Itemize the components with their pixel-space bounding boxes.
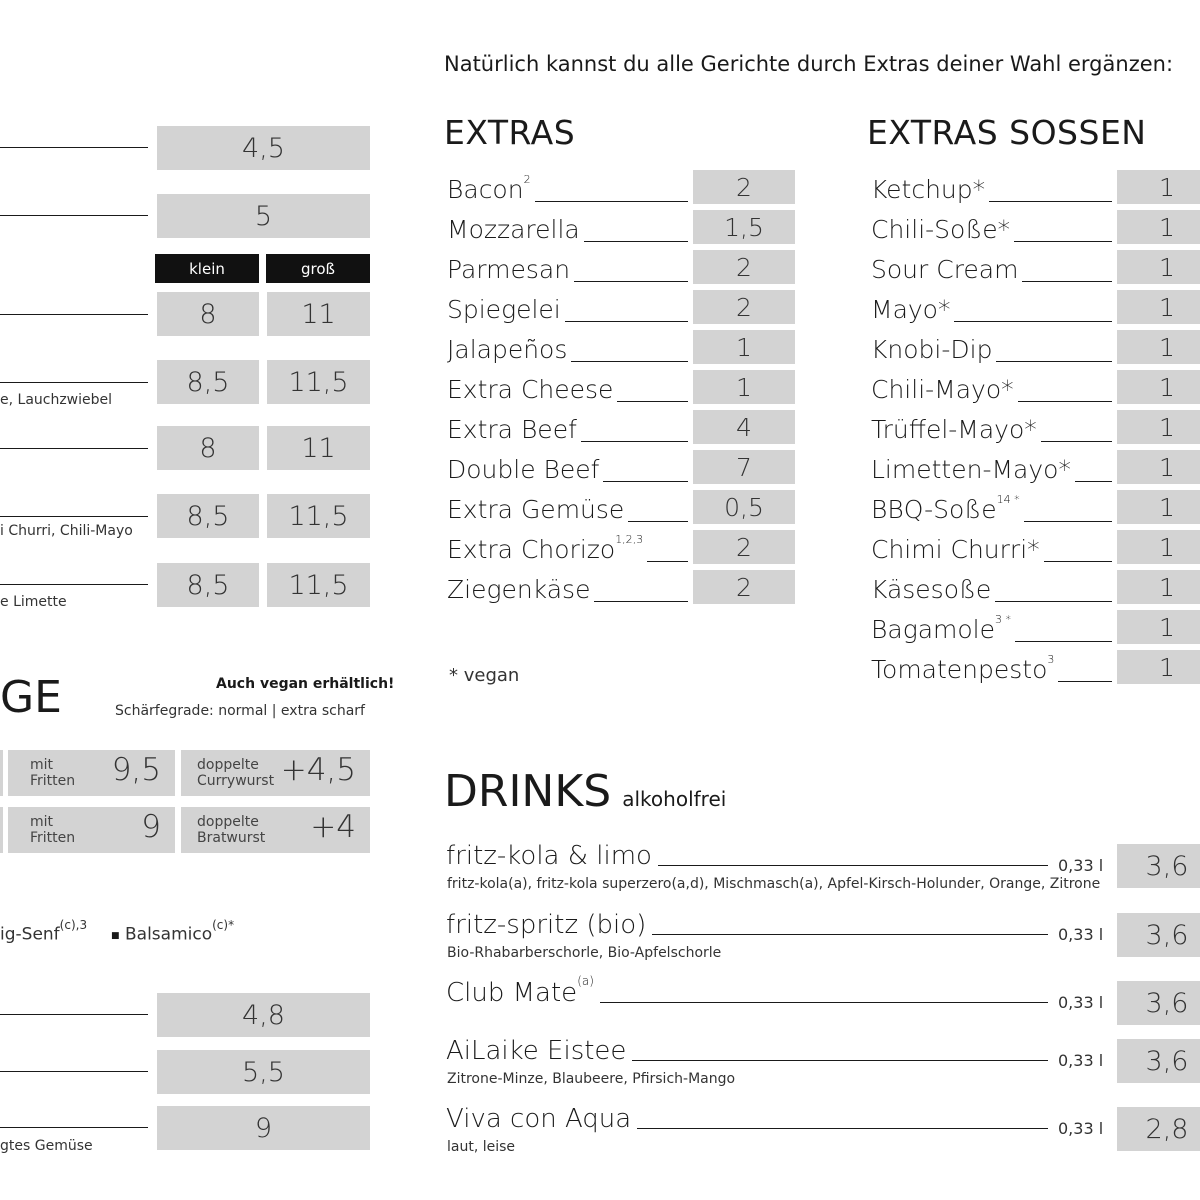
sauce-price-box: 1 [1117,610,1200,644]
extra-price-box: 1 [693,370,795,404]
sauce-item-label: Tomatenpesto [871,655,1048,684]
drinks-title: DRINKS [444,766,612,817]
sauce-item-label: Ketchup* [871,175,986,204]
drink-price-box: 3,6 [1117,844,1200,888]
drink-description: Bio-Rhabarberschorle, Bio-Apfelschorle [447,945,722,961]
extra-price-box: 1 [693,330,795,364]
item-description: i Churri, Chili-Mayo [0,523,133,539]
dotted-leader [0,382,148,383]
sauce-item-label: Chili-Soße* [871,215,1011,244]
price-box: 5,5 [157,1050,370,1094]
price-small: 8 [157,426,259,470]
section-title: GE [0,672,62,723]
price-small: 8,5 [157,360,259,404]
dotted-leader [0,1071,148,1072]
sauce-item-name [871,655,1058,684]
footnote-marker: 3 * [995,613,1011,626]
sauce-item-name [871,455,1075,484]
extra-item-label: Bacon [447,175,524,204]
extra-price-box: 2 [693,570,795,604]
sauce-price-box: 1 [1117,650,1200,684]
sauce-item-name [871,175,989,204]
sauce-price-box: 1 [1117,570,1200,604]
with-fries-label: mit Fritten [30,814,76,846]
extra-item-label: Extra Cheese [447,375,614,404]
drink-price-box: 3,6 [1117,981,1200,1025]
double-label: doppelte Currywurst [197,757,275,789]
drink-price-box: 3,6 [1117,913,1200,957]
price-large: 11,5 [267,563,370,607]
price-large: 11 [267,292,370,336]
extra-item-label: Double Beef [447,455,600,484]
extra-item-name [447,575,594,604]
extra-item-name [447,415,581,444]
extras-title: EXTRAS [444,113,576,152]
drink-description: fritz-kola(a), fritz-kola superzero(a,d), Mischmasch(a), Apfel-Kirsch-Holunder, Orange, Zitrone [447,876,1101,892]
drinks-subtitle: alkoholfrei [622,787,727,811]
footnote-marker: 2 [523,173,531,186]
sauce-item-label: Käsesoße [871,575,992,604]
dotted-leader [0,215,148,216]
price-large: 11,5 [267,360,370,404]
footnote-marker: 3 [1047,653,1055,666]
spice-normal: normal [218,703,268,719]
sauce-price-box: 1 [1117,170,1200,204]
extra-item-name [447,375,617,404]
box-edge [0,807,3,853]
sauce-item-name [871,295,954,324]
sauce-item-label: Limetten-Mayo* [871,455,1071,484]
dotted-leader [0,1014,148,1015]
extra-item-name [447,215,584,244]
price-box: 4,5 [157,126,370,170]
dotted-leader [0,584,148,585]
sauce-item-name [871,415,1041,444]
dressing-senf: ig-Senf$^{(c),3}$ [0,918,88,945]
price-large: 11,5 [267,494,370,538]
drink-name [446,910,652,940]
drink-name [446,841,658,871]
sauce-item-label: Trüffel-Mayo* [871,415,1037,444]
sauce-price-box: 1 [1117,490,1200,524]
extra-price-box: 2 [693,530,795,564]
bullet-icon: ■ [111,931,120,941]
extra-item-name [447,495,628,524]
spice-extra: extra scharf [280,703,365,719]
sauce-item-label: Chimi Churri* [871,535,1040,564]
extra-item-label: Extra Gemüse [447,495,625,524]
price: 9,5 [111,752,161,788]
sauce-item-name [871,255,1022,284]
price: +4,5 [280,752,356,788]
sauce-price-box: 1 [1117,450,1200,484]
vegan-footnote: * vegan [449,665,520,686]
extra-item-name [447,335,571,364]
extra-item-name [447,295,565,324]
price: +4 [310,809,356,845]
price-box: 5 [157,194,370,238]
sauce-price-box: 1 [1117,210,1200,244]
extra-item-name [447,175,535,204]
dotted-leader [0,516,148,517]
extra-item-label: Extra Chorizo [447,535,616,564]
extra-item-label: Spiegelei [447,295,561,324]
drink-name [446,974,600,1008]
drink-price-box: 2,8 [1117,1107,1200,1151]
spice-separator: | [271,703,277,719]
size-header-large: groß [266,254,370,283]
drink-description: laut, leise [447,1139,516,1155]
sauce-item-label: Mayo* [871,295,951,324]
intro-text: Natürlich kannst du alle Gerichte durch Extras deiner Wahl ergänzen: [444,52,1174,76]
drink-label: Club Mate [446,978,578,1008]
dotted-leader [0,448,148,449]
sauce-item-name [871,215,1014,244]
sauce-item-name [871,495,1024,524]
footnote-marker: (a) [577,974,594,988]
extra-price-box: 7 [693,450,795,484]
item-description: gtes Gemüse [0,1138,93,1154]
drink-description: Zitrone-Minze, Blaubeere, Pfirsich-Mango [447,1071,736,1087]
sauce-item-name [871,615,1015,644]
drink-volume: 0,33 l [1052,1051,1103,1070]
price-box: 4,8 [157,993,370,1037]
drink-volume: 0,33 l [1052,856,1103,875]
price-large: 11 [267,426,370,470]
sauce-item-label: Chili-Mayo* [871,375,1014,404]
extra-price-box: 1,5 [693,210,795,244]
sauce-price-box: 1 [1117,530,1200,564]
extra-item-name [447,535,647,564]
dotted-leader [0,147,148,148]
sauce-item-label: Knobi-Dip [871,335,993,364]
drink-volume: 0,33 l [1052,1119,1103,1138]
drinks-heading [444,766,726,817]
footnote-marker: 14 * [996,493,1020,506]
sauce-item-name [871,575,995,604]
sauce-item-name [871,375,1018,404]
drink-name [446,1104,637,1134]
sauce-item-label: BBQ-Soße [871,495,997,524]
drink-label: fritz-spritz (bio) [446,910,647,940]
price: 9 [141,809,161,845]
extra-item-label: Parmesan [447,255,571,284]
sauce-price-box: 1 [1117,330,1200,364]
extra-item-name [447,455,603,484]
size-header-small: klein [155,254,259,283]
price-small: 8,5 [157,494,259,538]
price-small: 8 [157,292,259,336]
item-description: e Limette [0,594,67,610]
extra-price-box: 2 [693,170,795,204]
drink-price-box: 3,6 [1117,1039,1200,1083]
drink-label: AiLaike Eistee [446,1036,627,1066]
with-fries-label: mit Fritten [30,757,76,789]
extra-item-name [447,255,574,284]
extra-item-label: Mozzarella [447,215,580,244]
sauce-price-box: 1 [1117,250,1200,284]
extra-price-box: 4 [693,410,795,444]
extra-price-box: 0,5 [693,490,795,524]
drink-label: fritz-kola & limo [446,841,652,871]
vegan-note: Auch vegan erhältlich! [216,676,395,692]
double-price-box [181,750,370,796]
extra-price-box: 2 [693,250,795,284]
extra-item-label: Ziegenkäse [447,575,591,604]
sauce-item-label: Sour Cream [871,255,1019,284]
price-box: 9 [157,1106,370,1150]
extra-item-label: Jalapeños [447,335,568,364]
price-small: 8,5 [157,563,259,607]
drink-volume: 0,33 l [1052,925,1103,944]
drink-volume: 0,33 l [1052,993,1103,1012]
dotted-leader [0,314,148,315]
sauce-item-name [871,535,1044,564]
dressing-balsamico: Balsamico$^{(c)*}$ [125,918,235,945]
extra-price-box: 2 [693,290,795,324]
item-description: e, Lauchzwiebel [0,392,113,408]
sauces-title: EXTRAS SOSSEN [867,113,1147,152]
dotted-leader [0,1127,148,1128]
spice-label: Schärfegrade: [115,703,214,719]
currywurst-price-box [8,750,175,796]
sauce-item-label: Bagamole [871,615,995,644]
sauce-price-box: 1 [1117,410,1200,444]
spice-levels [115,703,365,719]
sauce-price-box: 1 [1117,370,1200,404]
sauce-item-name [871,335,996,364]
drink-name [446,1036,632,1066]
footnote-marker: 1,2,3 [615,533,644,546]
double-price-box [181,807,370,853]
extra-item-label: Extra Beef [447,415,577,444]
sauce-price-box: 1 [1117,290,1200,324]
drink-label: Viva con Aqua [446,1104,632,1134]
double-label: doppelte Bratwurst [197,814,266,846]
currywurst-price-box [8,807,175,853]
box-edge [0,750,3,796]
